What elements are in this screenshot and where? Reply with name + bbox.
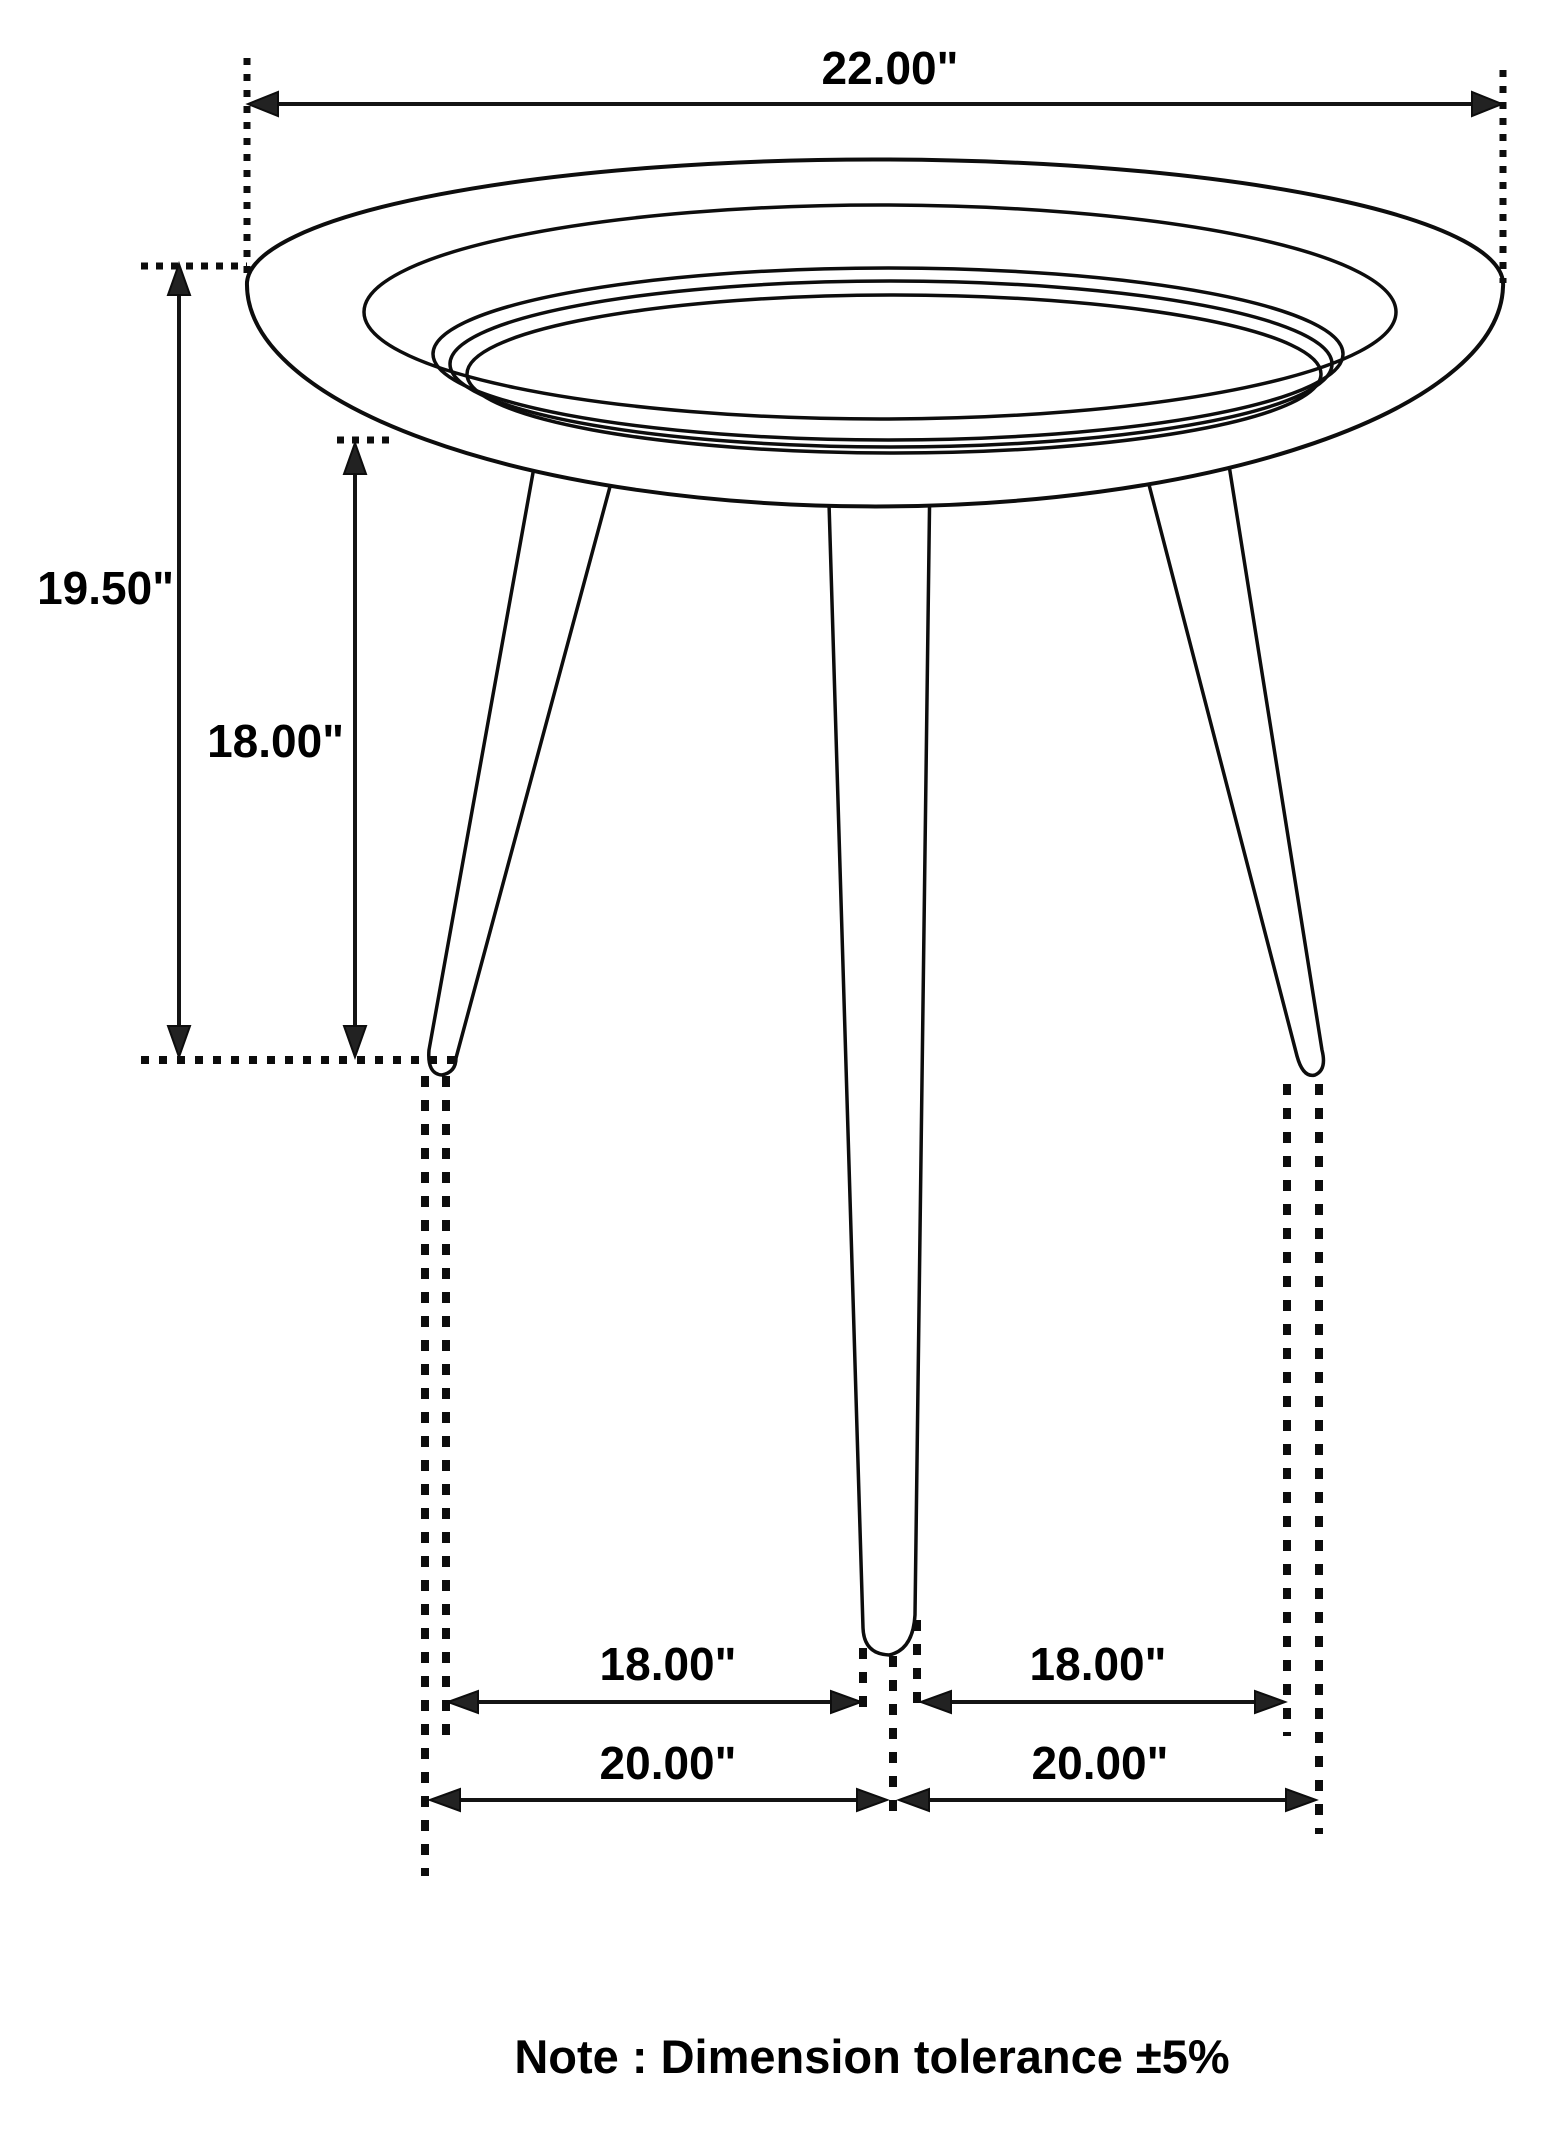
left-leg: [429, 445, 618, 1075]
table-legs: [429, 440, 1324, 1655]
arrowhead-left: [248, 92, 278, 116]
tolerance-note: Note : Dimension tolerance ±5%: [514, 2030, 1230, 2083]
arrowhead-left: [430, 1789, 460, 1811]
dim-foot-left-18: [448, 1638, 861, 1713]
dim-label-foot-left-20: 20.00": [599, 1737, 737, 1789]
dim-label-overall-height: 19.50": [37, 562, 174, 614]
dim-label-top-diameter: 22.00": [821, 42, 959, 94]
dim-leg-height: [207, 440, 392, 1057]
arrowhead-right: [1255, 1691, 1285, 1713]
dim-overall-height: [37, 264, 247, 1057]
dim-label-foot-right-20: 20.00": [1031, 1737, 1169, 1789]
dim-foot-left-20: [430, 1737, 887, 1811]
dim-label-foot-right-18: 18.00": [1029, 1638, 1167, 1690]
center-leg: [828, 470, 930, 1655]
arrowhead-left: [921, 1691, 951, 1713]
right-leg: [1140, 440, 1323, 1075]
arrowhead-right: [831, 1691, 861, 1713]
tabletop: [247, 159, 1503, 506]
arrowhead-right: [1286, 1789, 1316, 1811]
arrowhead-down: [168, 1026, 190, 1057]
dim-foot-right-20: [899, 1737, 1316, 1811]
arrowhead-right: [857, 1789, 887, 1811]
arrowhead-down: [344, 1026, 366, 1057]
arrowhead-up: [344, 443, 366, 474]
arrowhead-left: [448, 1691, 478, 1713]
dim-foot-right-18: [921, 1638, 1285, 1713]
arrowhead-right: [1472, 92, 1502, 116]
dim-label-foot-left-18: 18.00": [599, 1638, 737, 1690]
arrowhead-left: [899, 1789, 929, 1811]
dim-label-leg-height: 18.00": [207, 715, 344, 767]
